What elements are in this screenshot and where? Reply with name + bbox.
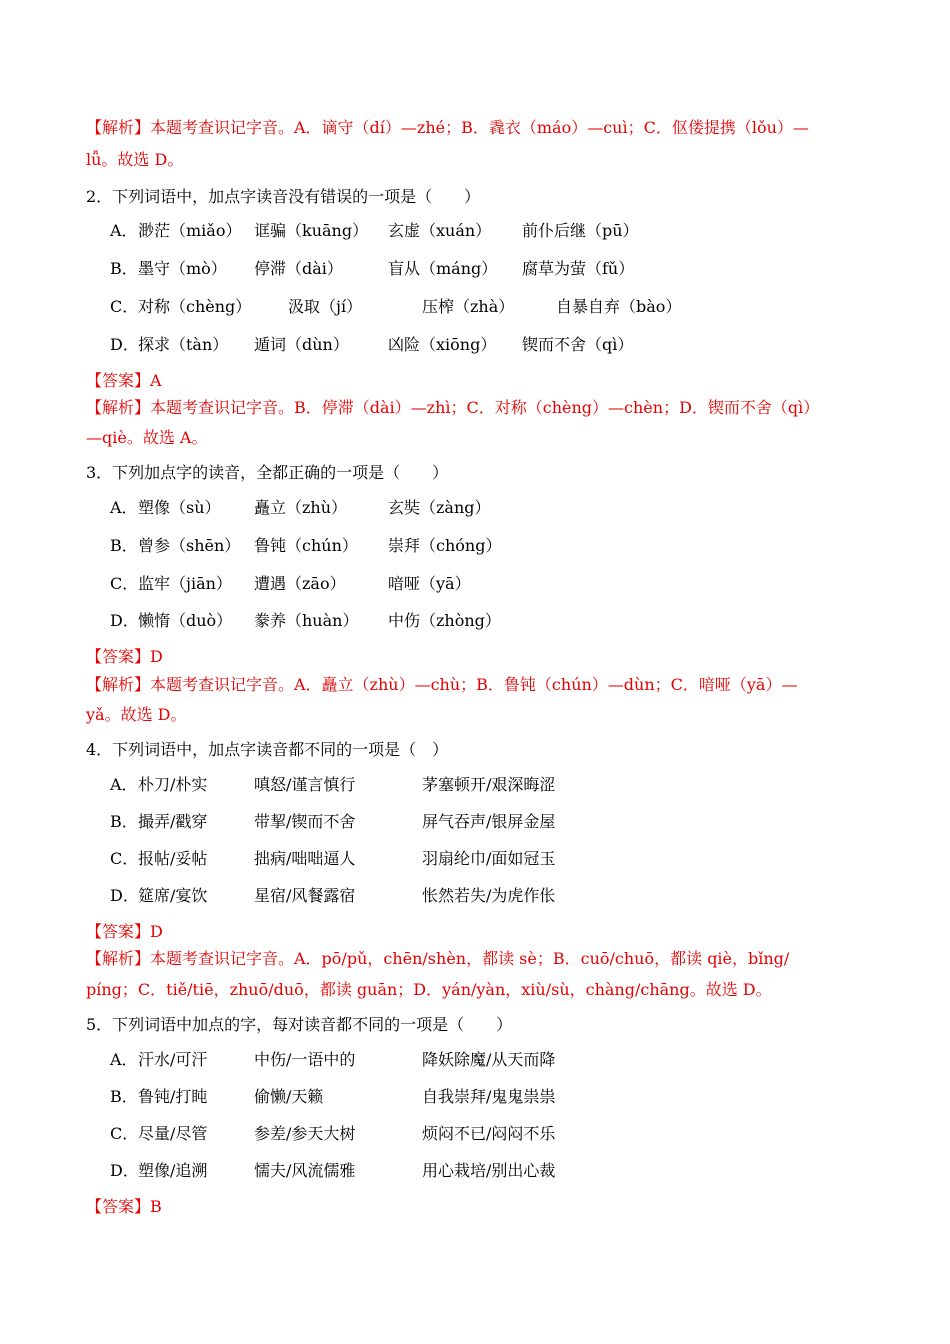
option-item: 对称（chèng） xyxy=(138,297,252,316)
option-letter: A． xyxy=(110,221,138,240)
option-item: 参差/参天大树 xyxy=(254,1124,356,1143)
option-letter: C． xyxy=(110,574,139,593)
option-item: 塑像（sù） xyxy=(138,498,221,517)
option-item: 星宿/风餐露宿 xyxy=(254,886,356,905)
option-item: 墨守（mò） xyxy=(138,259,227,278)
option-item: 中伤（zhòng） xyxy=(388,611,501,630)
explanation-q2-line1: 【解析】本题考查识记字音。B．停滞（dài）—zhì；C．对称（chèng）—chèn；D．锲而不舍（qì） xyxy=(86,398,820,417)
question-3-answer: 【答案】D xyxy=(86,647,163,666)
option-letter: A． xyxy=(110,498,138,517)
option-letter: B． xyxy=(110,812,138,831)
option-letter: B． xyxy=(110,259,138,278)
explanation-q4-line1: 【解析】本题考查识记字音。A．pō/pǔ，chēn/shèn，都读 sè；B．cuō/chuō，都读 qiè，bǐng/ xyxy=(86,949,790,968)
option-item: 撮弄/戳穿 xyxy=(138,812,208,831)
option-item: 嗔怒/谨言慎行 xyxy=(254,775,356,794)
question-2-answer: 【答案】A xyxy=(86,371,162,390)
option-item: 渺茫（miǎo） xyxy=(138,221,242,240)
explanation-q3-line2: yǎ。故选 D。 xyxy=(86,705,187,724)
question-4-answer: 【答案】D xyxy=(86,922,163,941)
option-letter: D． xyxy=(110,335,139,354)
question-5-title: 5．下列词语中加点的字，每对读音都不同的一项是（ ） xyxy=(86,1015,513,1034)
option-item: 筵席/宴饮 xyxy=(138,886,208,905)
option-item: 自我崇拜/鬼鬼祟祟 xyxy=(422,1087,556,1106)
option-letter: B． xyxy=(110,536,138,555)
option-letter: A． xyxy=(110,775,138,794)
option-item: 锲而不舍（qì） xyxy=(522,335,634,354)
option-item: 玄虚（xuán） xyxy=(388,221,492,240)
option-item: 矗立（zhù） xyxy=(254,498,348,517)
option-letter: D． xyxy=(110,1161,139,1180)
option-item: 探求（tàn） xyxy=(138,335,229,354)
option-letter: D． xyxy=(110,611,139,630)
option-item: 诓骗（kuāng） xyxy=(254,221,369,240)
option-item: 压榨（zhà） xyxy=(422,297,515,316)
option-item: 懦夫/风流儒雅 xyxy=(254,1161,356,1180)
option-item: 豢养（huàn） xyxy=(254,611,359,630)
option-item: 盲从（máng） xyxy=(388,259,498,278)
option-item: 带挈/锲而不舍 xyxy=(254,812,356,831)
option-item: 报帖/妥帖 xyxy=(138,849,208,868)
explanation-q1-line2: lǚ。故选 D。 xyxy=(86,150,184,169)
option-item: 前仆后继（pū） xyxy=(522,221,639,240)
option-item: 汲取（jí） xyxy=(288,297,363,316)
option-item: 监牢（jiān） xyxy=(138,574,232,593)
option-item: 偷懒/天籁 xyxy=(254,1087,324,1106)
option-item: 曾参（shēn） xyxy=(138,536,241,555)
option-item: 汗水/可汗 xyxy=(138,1050,208,1069)
option-item: 停滞（dài） xyxy=(254,259,343,278)
explanation-q3-line1: 【解析】本题考查识记字音。A．矗立（zhù）—chù；B．鲁钝（chún）—dùn；C．喑哑（yā）— xyxy=(86,675,798,694)
option-item: 凶险（xiōng） xyxy=(388,335,497,354)
option-item: 用心栽培/别出心裁 xyxy=(422,1161,556,1180)
option-item: 遭遇（zāo） xyxy=(254,574,346,593)
option-item: 怅然若失/为虎作伥 xyxy=(422,886,556,905)
option-item: 遁词（dùn） xyxy=(254,335,349,354)
option-item: 玄奘（zàng） xyxy=(388,498,491,517)
option-letter: D． xyxy=(110,886,139,905)
option-item: 塑像/追溯 xyxy=(138,1161,208,1180)
option-item: 羽扇纶巾/面如冠玉 xyxy=(422,849,556,868)
option-item: 自暴自弃（bào） xyxy=(556,297,682,316)
option-letter: A． xyxy=(110,1050,138,1069)
explanation-q2-line2: —qiè。故选 A。 xyxy=(86,428,208,447)
option-item: 崇拜（chóng） xyxy=(388,536,502,555)
option-item: 降妖除魔/从天而降 xyxy=(422,1050,556,1069)
explanation-q1-line1: 【解析】本题考查识记字音。A．谪守（dí）—zhé；B．毳衣（máo）—cuì；C．伛偻提携（lǒu）— xyxy=(86,118,809,137)
option-item: 拙病/咄咄逼人 xyxy=(254,849,356,868)
option-item: 朴刀/朴实 xyxy=(138,775,208,794)
question-2-title: 2．下列词语中，加点字读音没有错误的一项是（ ） xyxy=(86,187,481,206)
question-3-title: 3．下列加点字的读音，全都正确的一项是（ ） xyxy=(86,463,449,482)
option-item: 中伤/一语中的 xyxy=(254,1050,356,1069)
option-item: 懒惰（duò） xyxy=(138,611,233,630)
option-letter: C． xyxy=(110,1124,139,1143)
option-item: 烦闷不已/闷闷不乐 xyxy=(422,1124,556,1143)
option-letter: C． xyxy=(110,297,139,316)
option-item: 茅塞顿开/艰深晦涩 xyxy=(422,775,556,794)
option-item: 尽量/尽管 xyxy=(138,1124,208,1143)
option-item: 鲁钝（chún） xyxy=(254,536,358,555)
option-item: 鲁钝/打盹 xyxy=(138,1087,208,1106)
question-5-answer: 【答案】B xyxy=(86,1197,162,1216)
question-4-title: 4．下列词语中，加点字读音都不同的一项是（ ） xyxy=(86,740,449,759)
option-item: 喑哑（yā） xyxy=(388,574,471,593)
option-item: 腐草为萤（fǔ） xyxy=(522,259,635,278)
option-item: 屏气吞声/银屏金屋 xyxy=(422,812,556,831)
explanation-q4-line2: píng；C．tiě/tiē，zhuō/duō，都读 guān；D．yán/yàn，xiù/sù，chàng/chāng。故选 D。 xyxy=(86,980,772,999)
option-letter: C． xyxy=(110,849,139,868)
option-letter: B． xyxy=(110,1087,138,1106)
